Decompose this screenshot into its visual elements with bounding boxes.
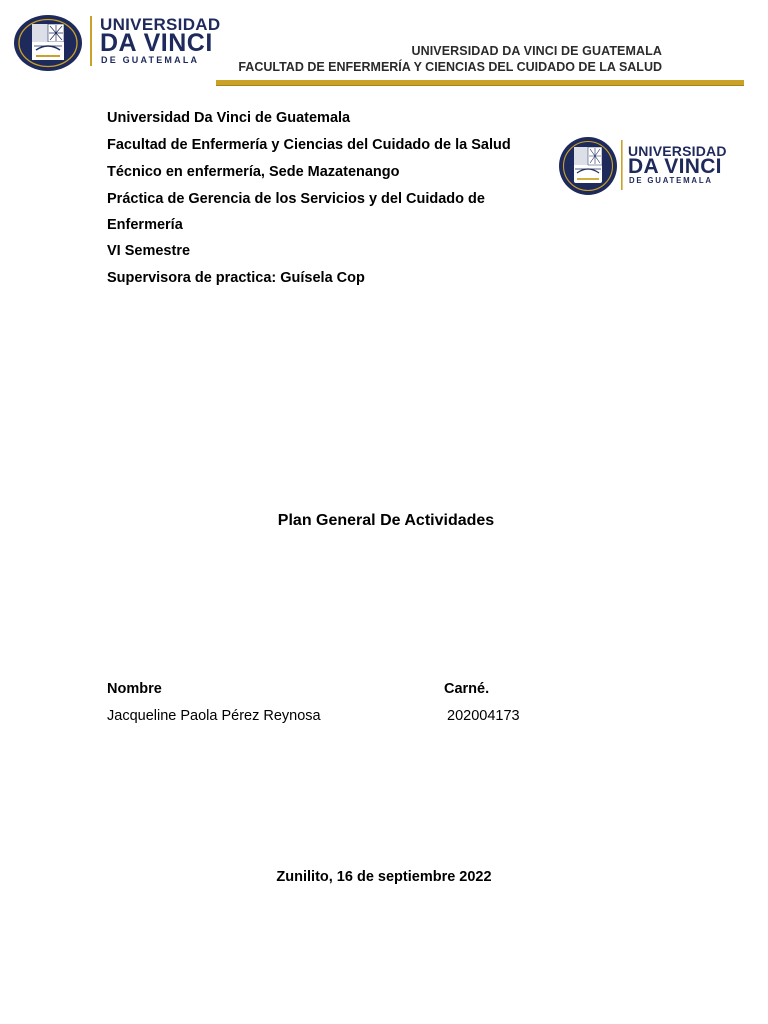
info-course-line-1: Práctica de Gerencia de los Servicios y del Cuidado de [107, 191, 485, 207]
info-supervisor: Supervisora de practica: Guísela Cop [107, 270, 365, 286]
wordmark-da-vinci: DA VINCI [628, 155, 722, 178]
place-date: Zunilito, 16 de septiembre 2022 [276, 869, 492, 885]
wordmark-universidad: UNIVERSIDAD [628, 143, 727, 159]
student-id: 202004173 [447, 708, 520, 724]
info-course-line-2: Enfermería [107, 217, 183, 233]
header-rule [216, 80, 744, 86]
body-logo [558, 134, 728, 198]
wordmark-de-guatemala: DE GUATEMALA [101, 55, 200, 65]
wordmark-universidad: UNIVERSIDAD [100, 15, 221, 34]
document-title: Plan General De Actividades [277, 512, 495, 529]
wordmark-da-vinci: DA VINCI [100, 29, 213, 57]
header-faculty-name: FACULTAD DE ENFERMERÍA Y CIENCIAS DEL CUIDADO DE LA SALUD [238, 60, 662, 74]
student-name: Jacqueline Paola Pérez Reynosa [107, 708, 321, 724]
info-semester: VI Semestre [107, 243, 191, 259]
wordmark-de-guatemala: DE GUATEMALA [629, 176, 713, 185]
header-university-name: UNIVERSIDAD DA VINCI DE GUATEMALA [411, 44, 662, 58]
info-faculty: Facultad de Enfermería y Ciencias del Cuidado de la Salud [107, 137, 511, 153]
id-column-header: Carné. [444, 681, 490, 697]
name-column-header: Nombre [107, 681, 162, 697]
header-logo [12, 12, 222, 74]
info-program: Técnico en enfermería, Sede Mazatenango [107, 164, 400, 180]
info-university: Universidad Da Vinci de Guatemala [107, 110, 351, 126]
